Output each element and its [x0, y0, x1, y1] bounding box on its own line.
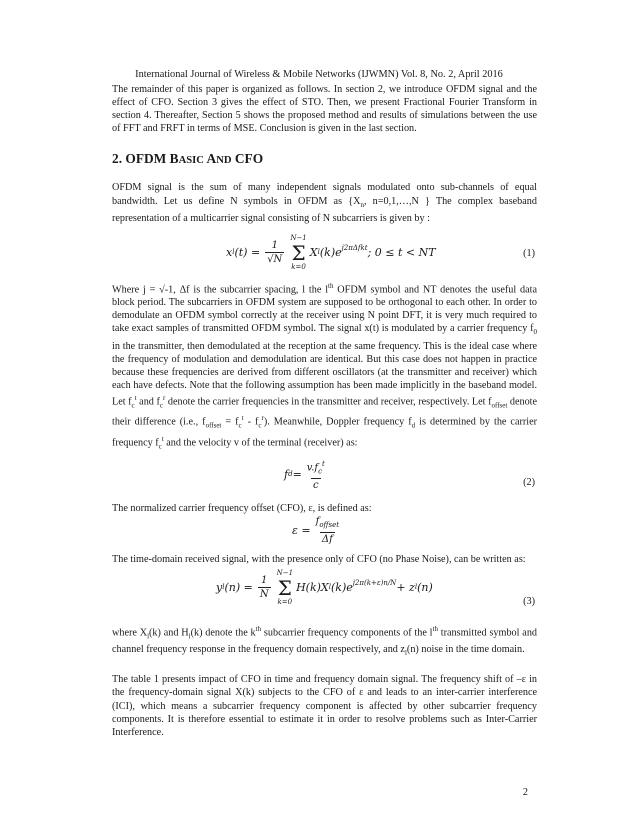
paragraph-components: where $X_l(k)$ and $H_l(k)$ denote the $k^{th}$ subcarrier frequency components of the $l^{th}$ transmitted symbol and channel frequency response in the frequency domain respectively, and $z_l(n)$ noise in the time domain. [112, 624, 538, 658]
page-number: 2 [522, 787, 528, 798]
paragraph-normalized: The normalized carrier frequency offset (CFO), ε, is defined as: [112, 502, 372, 514]
equation-3-number: (3) [523, 595, 535, 607]
equation-1-number: (1) [523, 247, 535, 259]
journal-header: International Journal of Wireless & Mobile Networks (IJWMN) Vol. 8, No. 2, April 2016 [135, 69, 503, 80]
equation-1: x l (t) = $\frac{1}{√N}$ N−1 Σ k=0 X l (k)e $^{j2\pi\Delta fkt}$ ; 0 ≤ t < NT (1) [226, 233, 535, 271]
equation-epsilon: ε = $\frac{f_{offset}}{\Delta f}$ [292, 515, 340, 545]
equation-2: f d = $\frac{v.f_c^t}{c}$ (2) [284, 459, 535, 491]
paragraph-ofdm: OFDM signal is the sum of many independent signals modulated onto sub-channels of equal bandwidth. Let us define N symbols in OFDM as {$X_n$, n=0,1,…,N } The complex baseband representation of a multicarrier signal consisting of N subcarriers is given by : [112, 182, 537, 224]
page-content [112, 83, 537, 739]
section-heading: 2. OFDM BASIC AND CFO [112, 151, 264, 167]
paragraph-time-domain: The time-domain received signal, with the presence only of CFO (no Phase Noise), can be written as: [112, 553, 526, 565]
equation-3: y l (n) = $\frac{1}{N}$ N−1 Σ k=0 H(k)X l (k)e $^{j2\pi(k+\varepsilon)n/N}$ + z l (n) (3) [216, 568, 535, 607]
paragraph-intro: The remainder of this paper is organized as follows. In section 2, we introduce OFDM signal and the effect of CFO. Section 3 gives the effect of STO. Then, we present Fractional Fourier Transform in section 4. Thereafter, Section 5 shows the proposed method and results of simulations between the use of FFT and FRFT in terms of MSE. Conclusion is given in the last section. [112, 84, 537, 135]
paragraph-table: The table 1 presents impact of CFO in time and frequency domain signal. The frequency shift of –ε in the frequency-domain signal X(k) subjects to the CFO of ε and leads to an inter-carrier interference (ICI), which means a subcarrier frequency component is affected by other subcarrier frequency components. It is therefore essential to estimate it in order to resolve problems such as Inter-Carrier Interference. [112, 674, 537, 738]
equation-2-number: (2) [523, 476, 535, 488]
paragraph-where: Where j = √-1, Δf is the subcarrier spacing, l the $l^{th}$ OFDM symbol and NT denotes the useful data block period. The subcarriers in OFDM system are supposed to be orthogonal to each other. In order to demodulate an OFDM symbol correctly at the receiver using N point DFT, it is very much required to take exact samples of transmitted OFDM symbol. The signal x(t) is modulated by a carrier frequency $f_0$ in the transmitter, then demodulated at the reception at the same frequency. This is the ideal case where the frequency of modulation and demodulation are identical. But this case does not happen in practice because these frequencies are derived from different oscillators (at the transmitter and receiver) which each have defects. Note that the following assumption has been made implicitly in the baseband model. Let $f_c^t$ and $f_c^r$ denote the carrier frequencies in the transmitter and receiver, respectively. Let $f_{offset}$ denote their difference (i.e., $f_{offset} = f_c^t - f_c^r$). Meanwhile, Doppler frequency $f_d$ is determined by the carrier frequency $f_c^t$ and the velocity v of the terminal (receiver) as: [112, 281, 538, 451]
